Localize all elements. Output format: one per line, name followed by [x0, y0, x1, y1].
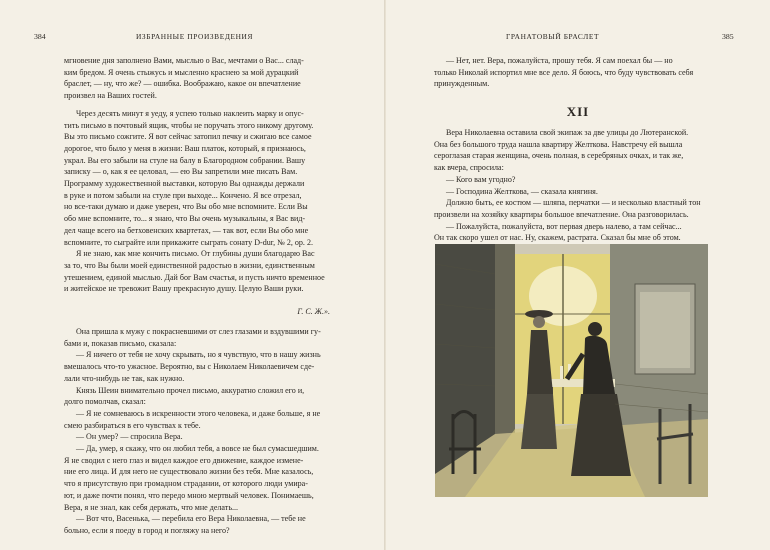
text-line: — Он умер? — спросила Вера. — [76, 432, 183, 442]
left-page-number: 384 — [34, 32, 46, 41]
text-line: Вера, я не знал, как себя держать, что мне делать... — [64, 502, 239, 512]
letter-signature: Г. С. Ж.». — [297, 307, 330, 316]
text-line: мгновение дня заполнено Вами, мыслью о Вас, мечтами о Вас... слад- — [64, 56, 304, 65]
text-line: — Я ничего от тебя не хочу скрывать, но я чувствую, что в нашу жизнь — [76, 350, 321, 360]
text-line: и житейское не тревожит Вашу прекрасную душу. Целую Ваши руки. — [64, 284, 304, 294]
text-line: лали что-нибудь не так, как нужно. — [64, 373, 185, 383]
text-line: дорогое, что было у меня в жизни: Ваш платок, который, я признаюсь, — [64, 143, 306, 153]
text-line: Должно быть, ее костюм — шляпа, перчатки — и несколько властный тон — [446, 198, 701, 208]
left-running-head: ИЗБРАННЫЕ ПРОИЗВЕДЕНИЯ — [136, 32, 253, 41]
text-line: принужденным. — [434, 79, 490, 89]
text-line: — Господина Желткова, — сказала княгиня. — [446, 186, 598, 196]
text-line: — Да, умер, я скажу, что он любил тебя, а вовсе не был сумасшедшим. — [76, 444, 319, 454]
left-text-block-letter — [64, 55, 330, 295]
text-line: — Вот что, Васенька, — перебила его Вера Николаевна, — тебе не — [76, 514, 306, 524]
text-line: только Николай испортил мне все дело. Я боюсь, что буду чувствовать себя — [434, 67, 694, 77]
text-line: Он так скоро ушел от нас. Ну, скажем, растрата. Сказал бы мне об этом. — [434, 233, 681, 243]
text-line: что я присутствую при громадном страдании, от которого люди умира- — [64, 479, 308, 489]
right-text-block-chapter — [434, 127, 702, 244]
text-line: долго помолчав, сказал: — [64, 397, 146, 407]
text-line: ют, и даже почти понял, что передо мною мертвый человек. Понимаешь, — [64, 490, 314, 500]
text-line: Программу художественной выставки, которую Вы однажды держали — [64, 179, 305, 189]
left-text-block-dialogue — [64, 326, 330, 537]
text-line: Князь Шеин внимательно прочел письмо, аккуратно сложил его и, — [76, 385, 305, 395]
right-running-head: ГРАНАТОВЫЙ БРАСЛЕТ — [506, 32, 600, 41]
text-line: вмешалось что-то ужасное. Вероятно, вы с Николаем Николаевичем сде- — [64, 362, 315, 372]
text-line: Она без большого труда нашла квартиру Желткова. Навстречу ей вышла — [434, 139, 683, 149]
text-line: но все-таки думаю и даже уверен, что Вы обо мне вспомните. Если Вы — [64, 202, 308, 212]
text-line: Я не знаю, как мне кончить письмо. От глубины души благодарю Вас — [76, 249, 315, 259]
right-page-number: 385 — [722, 32, 734, 41]
text-line: Я не сводил с него глаз и видел каждое его движение, каждое измене- — [64, 455, 304, 465]
right-text-block-top — [434, 55, 702, 90]
text-line: смею разбираться в его чувствах к тебе. — [64, 420, 201, 430]
text-line: обо мне вспомните, то... я знаю, что Вы очень музыкальны, я Вас вид- — [64, 214, 306, 224]
text-line: браслет, — ну, что же? — ошибка. Воображаю, какое он впечатление — [64, 79, 301, 89]
text-line: ким бредом. Я очень стыжусь и мысленно краснею за мой дурацкий — [64, 67, 299, 77]
text-line: вспомните, то сыграйте или прикажите сыграть сонату D-dur, № 2, ор. 2. — [64, 237, 313, 247]
text-line: бами и, показав письмо, сказала: — [64, 338, 177, 348]
text-line: утешением, единой мыслью. Дай бог Вам счастья, и пусть ничто временное — [64, 272, 325, 282]
text-line: тить письмо в почтовый ящик, чтобы не поручать этого никому другому. — [64, 120, 314, 130]
text-line: в руке и потом забыли на стуле при выходе... Кончено. Я все отрезал, — [64, 190, 302, 200]
text-line: произвел на Ваших гостей. — [64, 91, 157, 101]
text-line: записку — о, как я ее целовал, — ею Вы запретили мне писать Вам. — [64, 167, 298, 177]
text-line: Через десять минут я уеду, я успею только наклеить марку и опус- — [76, 108, 304, 118]
chapter-number: XII — [566, 104, 590, 119]
text-line: — Пожалуйста, пожалуйста, вот первая дверь налево, а там сейчас... — [446, 221, 682, 231]
book-illustration — [435, 244, 708, 497]
text-line: больно, если я поеду в город и погляжу на него? — [64, 525, 230, 535]
text-line: дел чаще всего на бетховенских квартетах, — так вот, если Вы обо мне — [64, 225, 309, 235]
text-line: — Кого вам угодно? — [446, 174, 516, 184]
text-line: как вчера, спросила: — [434, 163, 504, 173]
text-line: Вы это письмо сожгите. Я вот сейчас затопил печку и сжигаю все самое — [64, 132, 312, 142]
text-line: — Нет, нет. Вера, пожалуйста, прошу тебя. Я сам поехал бы — но — [446, 56, 673, 65]
text-line: ние его лица. И для него не существовало жизни без тебя. Мне казалось, — [64, 467, 314, 477]
text-line: произвели на хозяйку квартиры большое впечатление. Она разговорилась. — [434, 209, 689, 219]
text-line: сероглазая старая женщина, очень полная, в серебряных очках, и так же, — [434, 151, 684, 161]
left-page — [0, 0, 384, 550]
text-line: Вера Николаевна оставила свой экипаж за две улицы до Лютеранской. — [446, 128, 689, 137]
text-line: — Я не сомневаюсь в искренности этого человека, и даже больше, я не — [76, 408, 321, 418]
text-line: украл. Вы его забыли на стуле на балу в Благородном собрании. Вашу — [64, 155, 306, 165]
text-line: за то, что Вы были моей единственной радостью в жизни, единственным — [64, 260, 315, 270]
text-line: Она пришла к мужу с покрасневшими от слез глазами и вздувшими гу- — [76, 327, 321, 336]
